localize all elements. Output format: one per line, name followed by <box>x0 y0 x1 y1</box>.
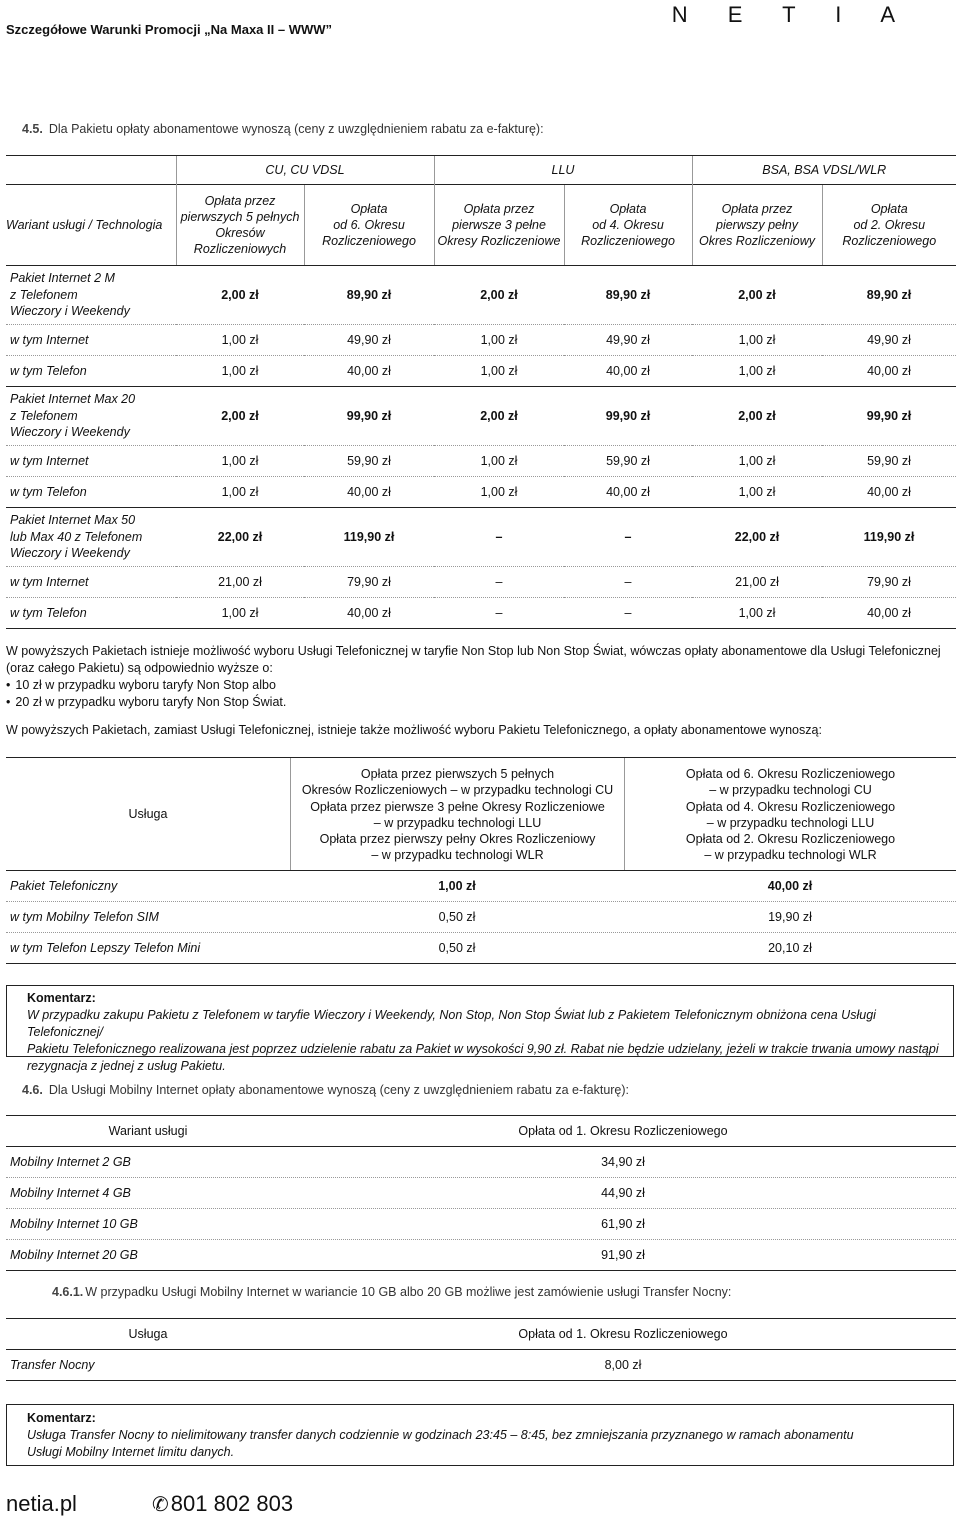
price-header: Opłata od 1. Okresu Rozliczeniowego <box>518 1327 728 1341</box>
price-cell: 0,50 zł <box>438 910 476 924</box>
price-cell: 91,90 zł <box>601 1248 645 1262</box>
price-cell: 40,00 zł <box>564 477 692 508</box>
section-text: Dla Usługi Mobilny Internet opłaty abonamentowe wynoszą (ceny z uwzględnieniem rabatu za e-fakturę): <box>48 1083 630 1097</box>
price-cell: 0,50 zł <box>438 941 476 955</box>
row-label: Mobilny Internet 4 GB <box>10 1186 131 1200</box>
row-label-line: w tym Telefon <box>10 363 87 378</box>
price-cell: 1,00 zł <box>434 446 564 477</box>
row-label <box>6 356 176 387</box>
price-cell: 2,00 zł <box>434 266 564 325</box>
price-cell: – <box>564 508 692 567</box>
price-cell: 2,00 zł <box>176 387 304 446</box>
price-cell: 20,10 zł <box>768 941 812 955</box>
section-4-6 <box>22 1083 629 1097</box>
price-cell: 1,00 zł <box>692 446 822 477</box>
section-4-6-1 <box>52 1285 731 1299</box>
row-label-line: Wieczory i Weekendy <box>10 546 130 561</box>
table-row <box>6 598 956 629</box>
column-header-line: pierwsze 3 pełne <box>452 218 546 232</box>
column-header-line: Opłata <box>870 202 908 216</box>
comment-line: Usługi Mobilny Internet limitu danych. <box>27 1445 235 1459</box>
price-cell: 40,00 zł <box>822 356 956 387</box>
header-line: Opłata od 2. Okresu Rozliczeniowego <box>685 832 896 847</box>
row-label: Mobilny Internet 10 GB <box>10 1217 138 1231</box>
row-label <box>6 325 176 356</box>
later-period-header <box>624 758 956 870</box>
column-header-line: Rozliczeniowego <box>581 234 675 248</box>
comment-box-1 <box>6 985 954 1073</box>
price-cell: 59,90 zł <box>564 446 692 477</box>
price-cell: 1,00 zł <box>176 356 304 387</box>
bullet-item: • 20 zł w przypadku wyboru taryfy Non Stop Świat. <box>6 695 287 709</box>
column-header-line: od 2. Okresu <box>853 218 926 232</box>
variant-header: Wariant usługi <box>108 1124 188 1138</box>
comment-box-2 <box>6 1404 954 1466</box>
header-line: – w przypadku technologi LLU <box>706 815 875 830</box>
row-label-line: z Telefonem <box>10 408 78 423</box>
section-text: W przypadku Usługi Mobilny Internet w wariancie 10 GB albo 20 GB możliwe jest zamówienie usługi Transfer Nocny: <box>85 1285 732 1299</box>
price-cell: 59,90 zł <box>304 446 434 477</box>
price-cell: – <box>434 508 564 567</box>
table-row <box>6 1147 956 1178</box>
price-cell: 61,90 zł <box>601 1217 645 1231</box>
column-header-line: od 6. Okresu <box>333 218 405 232</box>
price-cell: 89,90 zł <box>564 266 692 325</box>
header-line: Opłata od 4. Okresu Rozliczeniowego <box>685 799 896 814</box>
row-label <box>6 266 176 325</box>
row-label-line: w tym Internet <box>10 574 89 589</box>
price-cell: 2,00 zł <box>692 387 822 446</box>
price-header: Opłata od 1. Okresu Rozliczeniowego <box>518 1124 728 1138</box>
price-cell: 89,90 zł <box>822 266 956 325</box>
table-row <box>6 356 956 387</box>
phone-text: 801 802 803 <box>170 1491 294 1516</box>
row-label-line: lub Max 40 z Telefonem <box>10 529 143 544</box>
row-label-line: Pakiet Internet 2 M <box>10 271 115 286</box>
tariff-note-line: W powyższych Pakietach istnieje możliwość wyboru Usługi Telefonicznej w taryfie Non Stop lub Non Stop Świat, wówczas opłaty abonamentowe dla Usługi Telefonicznej <box>6 644 941 658</box>
price-cell: 119,90 zł <box>822 508 956 567</box>
bullet-item: • 10 zł w przypadku wyboru taryfy Non Stop albo <box>6 678 276 692</box>
header-line: Opłata przez pierwszych 5 pełnych <box>360 767 555 781</box>
column-header <box>822 185 956 266</box>
header-line: – w przypadku technologi CU <box>709 783 872 798</box>
price-cell: 119,90 zł <box>304 508 434 567</box>
column-header-line: Opłata <box>350 202 388 216</box>
row-label <box>6 477 176 508</box>
table-row <box>6 446 956 477</box>
price-cell: 2,00 zł <box>692 266 822 325</box>
price-cell: 40,00 zł <box>304 356 434 387</box>
price-cell: 40,00 zł <box>564 356 692 387</box>
column-header-line: Okresy Rozliczeniowe <box>437 234 561 248</box>
table-row <box>6 325 956 356</box>
bullet-text: 20 zł w przypadku wyboru taryfy Non Stop Świat. <box>15 695 287 709</box>
price-cell: 8,00 zł <box>604 1358 642 1372</box>
price-cell: 99,90 zł <box>564 387 692 446</box>
table-row <box>6 567 956 598</box>
row-label: Transfer Nocny <box>10 1358 95 1372</box>
bullet-text: 10 zł w przypadku wyboru taryfy Non Stop albo <box>15 678 276 692</box>
column-header-line: Okres Rozliczeniowy <box>698 234 815 248</box>
column-header-line: Okresów <box>215 226 265 240</box>
row-label: Pakiet Telefoniczny <box>10 879 118 893</box>
price-cell: 1,00 zł <box>438 879 476 893</box>
pricing-table-mobile-internet <box>6 1115 956 1271</box>
row-label <box>6 387 176 446</box>
comment-line: W przypadku zakupu Pakietu z Telefonem w taryfie Wieczory i Weekendy, Non Stop, Non Stop Świat lub z Pakietem Telefonicznym obniżona cena Usługi Telefonicznej/ <box>27 1008 876 1039</box>
section-text: Dla Pakietu opłaty abonamentowe wynoszą (ceny z uwzględnieniem rabatu za e-fakturę): <box>48 122 544 136</box>
column-header-line: od 4. Okresu <box>592 218 664 232</box>
price-cell: 22,00 zł <box>692 508 822 567</box>
section-number: 4.5. <box>22 122 43 136</box>
row-label-line: w tym Telefon <box>10 484 87 499</box>
price-cell: 1,00 zł <box>434 325 564 356</box>
phone-package-note: W powyższych Pakietach, zamiast Usługi Telefonicznej, istnieje także możliwość wyboru Pakietu Telefonicznego, a opłaty abonamentowe wynoszą: <box>6 723 822 737</box>
comment-title: Komentarz: <box>27 991 96 1005</box>
price-cell: 21,00 zł <box>176 567 304 598</box>
table-row <box>6 266 956 325</box>
price-cell: 1,00 zł <box>434 477 564 508</box>
price-cell: 99,90 zł <box>304 387 434 446</box>
column-header-line: Opłata przez <box>204 194 276 208</box>
row-label-line: Wieczory i Weekendy <box>10 425 130 440</box>
column-header <box>564 185 692 266</box>
price-cell: 1,00 zł <box>176 477 304 508</box>
first-period-header <box>290 758 624 870</box>
table-row <box>6 1209 956 1240</box>
row-label-line: Pakiet Internet Max 50 <box>10 513 136 528</box>
price-cell: 59,90 zł <box>822 446 956 477</box>
table-row <box>6 871 956 902</box>
price-cell: 1,00 zł <box>176 598 304 629</box>
group-llu: LLU <box>434 156 692 185</box>
price-cell: 40,00 zł <box>822 477 956 508</box>
price-cell: 40,00 zł <box>304 598 434 629</box>
group-bsa: BSA, BSA VDSL/WLR <box>692 156 956 185</box>
section-4-5 <box>22 122 544 136</box>
price-cell: 89,90 zł <box>304 266 434 325</box>
section-number: 4.6. <box>22 1083 43 1097</box>
header-line: Opłata przez pierwszy pełny Okres Rozliczeniowy <box>319 832 596 847</box>
pricing-table-night-transfer <box>6 1318 956 1381</box>
tariff-note-line: (oraz całego Pakietu) są odpowiednio wyższe o: <box>6 661 273 675</box>
website-link[interactable]: netia.pl <box>6 1491 77 1516</box>
price-cell: 22,00 zł <box>176 508 304 567</box>
table-row <box>6 508 956 567</box>
price-cell: – <box>564 567 692 598</box>
header-line: Opłata od 6. Okresu Rozliczeniowego <box>685 767 896 781</box>
row-label-line: w tym Internet <box>10 453 89 468</box>
table-row <box>6 1350 956 1381</box>
table-row <box>6 1178 956 1209</box>
service-header: Usługa <box>128 1327 168 1341</box>
comment-line: Usługa Transfer Nocny to nielimitowany transfer danych codziennie w godzinach 23:45 – 8:45, bez zmniejszania przyznanego w ramach abonamentu <box>27 1428 854 1442</box>
row-label <box>6 508 176 567</box>
table-row <box>6 477 956 508</box>
header-line: Okresów Rozliczeniowych – w przypadku technologi CU <box>301 783 614 798</box>
group-cu: CU, CU VDSL <box>176 156 434 185</box>
row-label: Mobilny Internet 2 GB <box>10 1155 131 1169</box>
pricing-table-packages <box>6 155 956 629</box>
price-cell: 40,00 zł <box>304 477 434 508</box>
column-header-line: pierwszy pełny <box>716 218 798 232</box>
row-label <box>6 598 176 629</box>
price-cell: 1,00 zł <box>692 477 822 508</box>
column-header-line: Rozliczeniowego <box>842 234 937 248</box>
price-cell: 40,00 zł <box>767 879 813 893</box>
price-cell: 79,90 zł <box>304 567 434 598</box>
header-line: – w przypadku technologi WLR <box>371 848 544 863</box>
comment-title: Komentarz: <box>27 1411 96 1425</box>
phone-number <box>152 1491 293 1517</box>
header-line: – w przypadku technologi WLR <box>704 848 877 863</box>
price-cell: 40,00 zł <box>822 598 956 629</box>
price-cell: – <box>564 598 692 629</box>
row-label: w tym Telefon Lepszy Telefon Mini <box>10 941 201 955</box>
header-line: – w przypadku technologi LLU <box>373 815 542 830</box>
price-cell: 2,00 zł <box>434 387 564 446</box>
service-header: Usługa <box>128 807 168 821</box>
row-label <box>6 567 176 598</box>
price-cell: 49,90 zł <box>564 325 692 356</box>
table-row <box>6 1240 956 1271</box>
price-cell: 2,00 zł <box>176 266 304 325</box>
column-header-line: Opłata przez <box>721 202 793 216</box>
price-cell: 1,00 zł <box>692 598 822 629</box>
price-cell: – <box>434 567 564 598</box>
column-header-line: pierwszych 5 pełnych <box>180 210 300 224</box>
variant-header: Wariant usługi / Technologia <box>6 185 176 266</box>
row-label-line: Wieczory i Weekendy <box>10 304 130 319</box>
price-cell: 99,90 zł <box>822 387 956 446</box>
row-label-line: w tym Telefon <box>10 605 87 620</box>
row-label <box>6 446 176 477</box>
column-header-line: Rozliczeniowego <box>322 234 416 248</box>
document-title: Szczegółowe Warunki Promocji „Na Maxa II – WWW” <box>6 22 333 37</box>
pricing-table-phone-package <box>6 757 956 964</box>
price-cell: 49,90 zł <box>822 325 956 356</box>
row-label-line: w tym Internet <box>10 332 89 347</box>
netia-logo: N E T I A <box>671 2 912 27</box>
column-header-line: Opłata przez <box>463 202 535 216</box>
price-cell: 44,90 zł <box>601 1186 645 1200</box>
row-label-line: Pakiet Internet Max 20 <box>10 392 136 407</box>
row-label-line: z Telefonem <box>10 287 78 302</box>
price-cell: 79,90 zł <box>822 567 956 598</box>
price-cell: 19,90 zł <box>768 910 812 924</box>
tariff-note <box>6 643 954 711</box>
column-header <box>692 185 822 266</box>
column-header <box>304 185 434 266</box>
section-number: 4.6.1. <box>52 1285 84 1299</box>
table-row <box>6 387 956 446</box>
price-cell: 1,00 zł <box>176 446 304 477</box>
header-line: Opłata przez pierwsze 3 pełne Okresy Rozliczeniowe <box>310 799 605 814</box>
phone-icon: ✆ <box>152 1494 169 1516</box>
column-header-line: Rozliczeniowych <box>193 242 287 256</box>
comment-line: rezygnacja z jednej z usług Pakietu. <box>27 1059 226 1073</box>
price-cell: 1,00 zł <box>434 356 564 387</box>
row-label: Mobilny Internet 20 GB <box>10 1248 138 1262</box>
table-row <box>6 933 956 964</box>
table-row <box>6 902 956 933</box>
column-header-line: Opłata <box>609 202 647 216</box>
comment-line: Pakietu Telefonicznego realizowana jest poprzez udzielenie rabatu za Pakiet w wysokości 9,90 zł. Rabat nie będzie udzielany, jeżeli w trakcie trwania umowy nastąpi <box>27 1042 939 1056</box>
price-cell: 49,90 zł <box>304 325 434 356</box>
price-cell: 1,00 zł <box>692 356 822 387</box>
price-cell: 1,00 zł <box>176 325 304 356</box>
row-label: w tym Mobilny Telefon SIM <box>10 910 159 924</box>
price-cell: – <box>434 598 564 629</box>
column-header <box>434 185 564 266</box>
price-cell: 21,00 zł <box>692 567 822 598</box>
price-cell: 1,00 zł <box>692 325 822 356</box>
column-header <box>176 185 304 266</box>
price-cell: 34,90 zł <box>601 1155 645 1169</box>
